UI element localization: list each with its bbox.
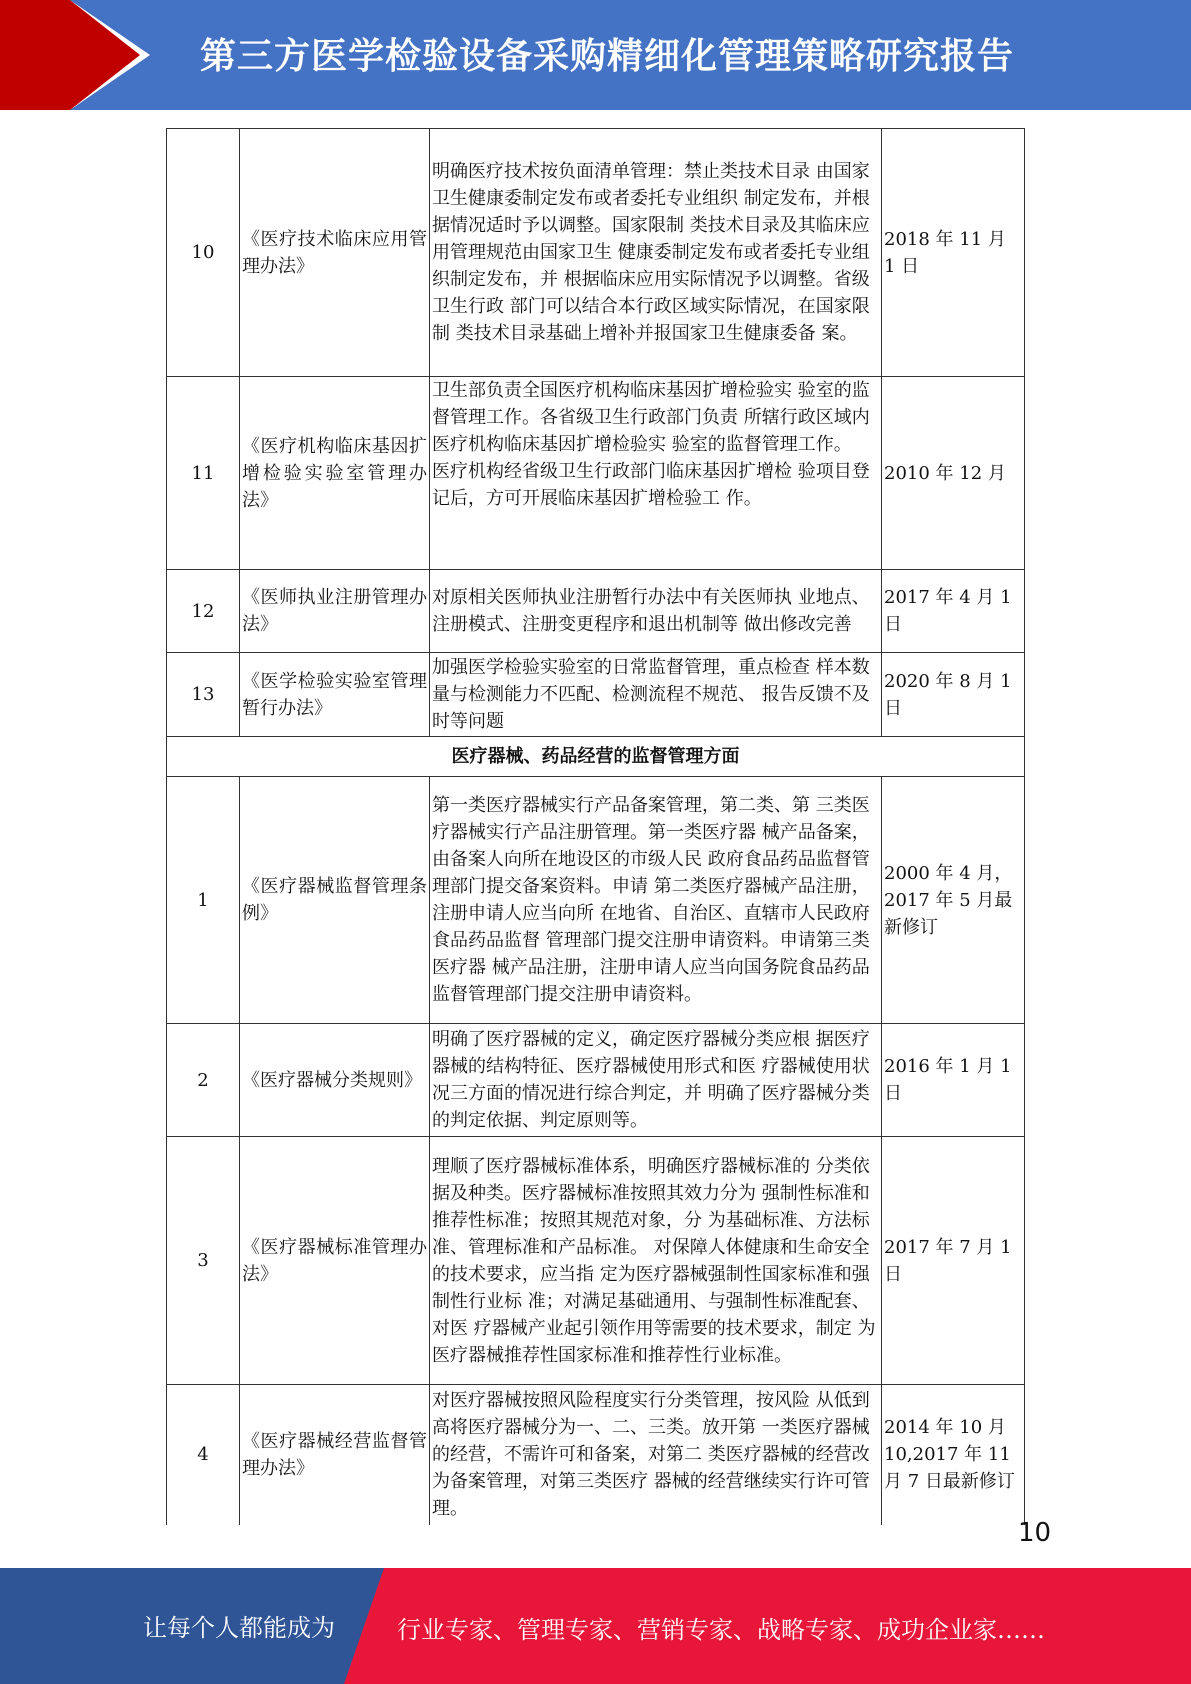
row-number: 12 xyxy=(167,570,240,653)
regulation-name: 《医疗器械标准管理办法》 xyxy=(240,1137,430,1385)
effective-date: 2014 年 10 月 10,2017 年 11 月 7 日最新修订 xyxy=(882,1385,1025,1525)
regulations-table xyxy=(166,128,1025,1525)
regulation-name: 《医疗器械经营监督管理办法》 xyxy=(240,1385,430,1525)
section-row xyxy=(167,737,1025,777)
table-row xyxy=(167,570,1025,653)
regulation-name: 《医疗机构临床基因扩增检验实验室管理办法》 xyxy=(240,377,430,570)
effective-date: 2017 年 7 月 1 日 xyxy=(882,1137,1025,1385)
row-number: 1 xyxy=(167,777,240,1024)
content-paragraph-2: 医疗机构经省级卫生行政部门临床基因扩增检 验项目登记后，方可开展临床基因扩增检验工 作。 xyxy=(432,461,870,509)
regulation-name: 《医疗器械监督管理条例》 xyxy=(240,777,430,1024)
table-row xyxy=(167,1024,1025,1137)
table-row xyxy=(167,1137,1025,1385)
effective-date: 2017 年 4 月 1 日 xyxy=(882,570,1025,653)
row-number: 2 xyxy=(167,1024,240,1137)
regulation-content: 理顺了医疗器械标准体系，明确医疗器械标准的 分类依据及种类。医疗器械标准按照其效力分为 强制性标准和推荐性标准；按照其规范对象，分 为基础标准、方法标准、管理标准和产品标准。 对保障人体健康和生命安全的技术要求，应当指 定为医疗器械强制性国家标准和强制性行业标 准；对满足基础通用、与强制性标准配套、对医 疗器械产业起引领作用等需要的技术要求，制定 为医疗器械推荐性国家标准和推荐性行业标准。 xyxy=(430,1137,882,1385)
table-row xyxy=(167,129,1025,377)
table-row xyxy=(167,1385,1025,1525)
row-number: 11 xyxy=(167,377,240,570)
regulation-content: 对原相关医师执业注册暂行办法中有关医师执 业地点、注册模式、注册变更程序和退出机制等 做出修改完善 xyxy=(430,570,882,653)
header-red-band xyxy=(0,0,70,110)
regulation-name: 《医师执业注册管理办法》 xyxy=(240,570,430,653)
report-title: 第三方医学检验设备采购精细化管理策略研究报告 xyxy=(200,36,1015,77)
footer-slogan-left: 让每个人都能成为 xyxy=(143,1614,335,1642)
effective-date: 2010 年 12 月 xyxy=(882,377,1025,570)
table-row xyxy=(167,377,1025,570)
regulation-content: 明确了医疗器械的定义，确定医疗器械分类应根 据医疗器械的结构特征、医疗器械使用形式和医 疗器械使用状况三方面的情况进行综合判定，并 明确了医疗器械分类的判定依据、判定原则等。 xyxy=(430,1024,882,1137)
effective-date: 2016 年 1 月 1 日 xyxy=(882,1024,1025,1137)
table-row xyxy=(167,653,1025,737)
effective-date: 2000 年 4 月，2017 年 5 月最新修订 xyxy=(882,777,1025,1024)
row-number: 10 xyxy=(167,129,240,377)
row-number: 13 xyxy=(167,653,240,737)
content-paragraph-1: 卫生部负责全国医疗机构临床基因扩增检验实 验室的监督管理工作。各省级卫生行政部门负责 所辖行政区域内医疗机构临床基因扩增检验实 验室的监督管理工作。 xyxy=(432,380,870,455)
regulation-content: 加强医学检验实验室的日常监督管理，重点检查 样本数量与检测能力不匹配、检测流程不规范、 报告反馈不及时等问题 xyxy=(430,653,882,737)
effective-date: 2018 年 11 月 1 日 xyxy=(882,129,1025,377)
table-row xyxy=(167,777,1025,1024)
section-title: 医疗器械、药品经营的监督管理方面 xyxy=(167,737,1025,777)
row-number: 4 xyxy=(167,1385,240,1525)
regulation-name: 《医疗技术临床应用管理办法》 xyxy=(240,129,430,377)
page-header xyxy=(0,0,1191,110)
regulation-name: 《医学检验实验室管理暂行办法》 xyxy=(240,653,430,737)
footer-slogan-right: 行业专家、管理专家、营销专家、战略专家、成功企业家…… xyxy=(397,1616,1045,1644)
effective-date: 2020 年 8 月 1 日 xyxy=(882,653,1025,737)
regulation-content: 对医疗器械按照风险程度实行分类管理，按风险 从低到高将医疗器械分为一、二、三类。放开第 一类医疗器械的经营，不需许可和备案，对第二 类医疗器械的经营改为备案管理，对第三类医疗 器械的经营继续实行许可管理。 xyxy=(430,1385,882,1525)
regulation-content: 明确医疗技术按负面清单管理：禁止类技术目录 由国家卫生健康委制定发布或者委托专业组织 制定发布，并根据情况适时予以调整。国家限制 类技术目录及其临床应用管理规范由国家卫生 健康委制定发布或者委托专业组织制定发布，并 根据临床应用实际情况予以调整。省级卫生行政 部门可以结合本行政区域实际情况，在国家限制 类技术目录基础上增补并报国家卫生健康委备 案。 xyxy=(430,129,882,377)
regulation-content xyxy=(430,377,882,570)
row-number: 3 xyxy=(167,1137,240,1385)
regulation-name: 《医疗器械分类规则》 xyxy=(240,1024,430,1137)
header-red-chevron-icon xyxy=(70,0,140,110)
footer-slant-icon xyxy=(344,1568,384,1684)
page-number: 10 xyxy=(1018,1518,1052,1548)
regulation-content: 第一类医疗器械实行产品备案管理，第二类、第 三类医疗器械实行产品注册管理。第一类医疗器 械产品备案，由备案人向所在地设区的市级人民 政府食品药品监督管理部门提交备案资料。申请 第二类医疗器械产品注册，注册申请人应当向所 在地省、自治区、直辖市人民政府食品药品监督 管理部门提交注册申请资料。申请第三类医疗器 械产品注册，注册申请人应当向国务院食品药品 监督管理部门提交注册申请资料。 xyxy=(430,777,882,1024)
page-footer xyxy=(0,1568,1191,1684)
